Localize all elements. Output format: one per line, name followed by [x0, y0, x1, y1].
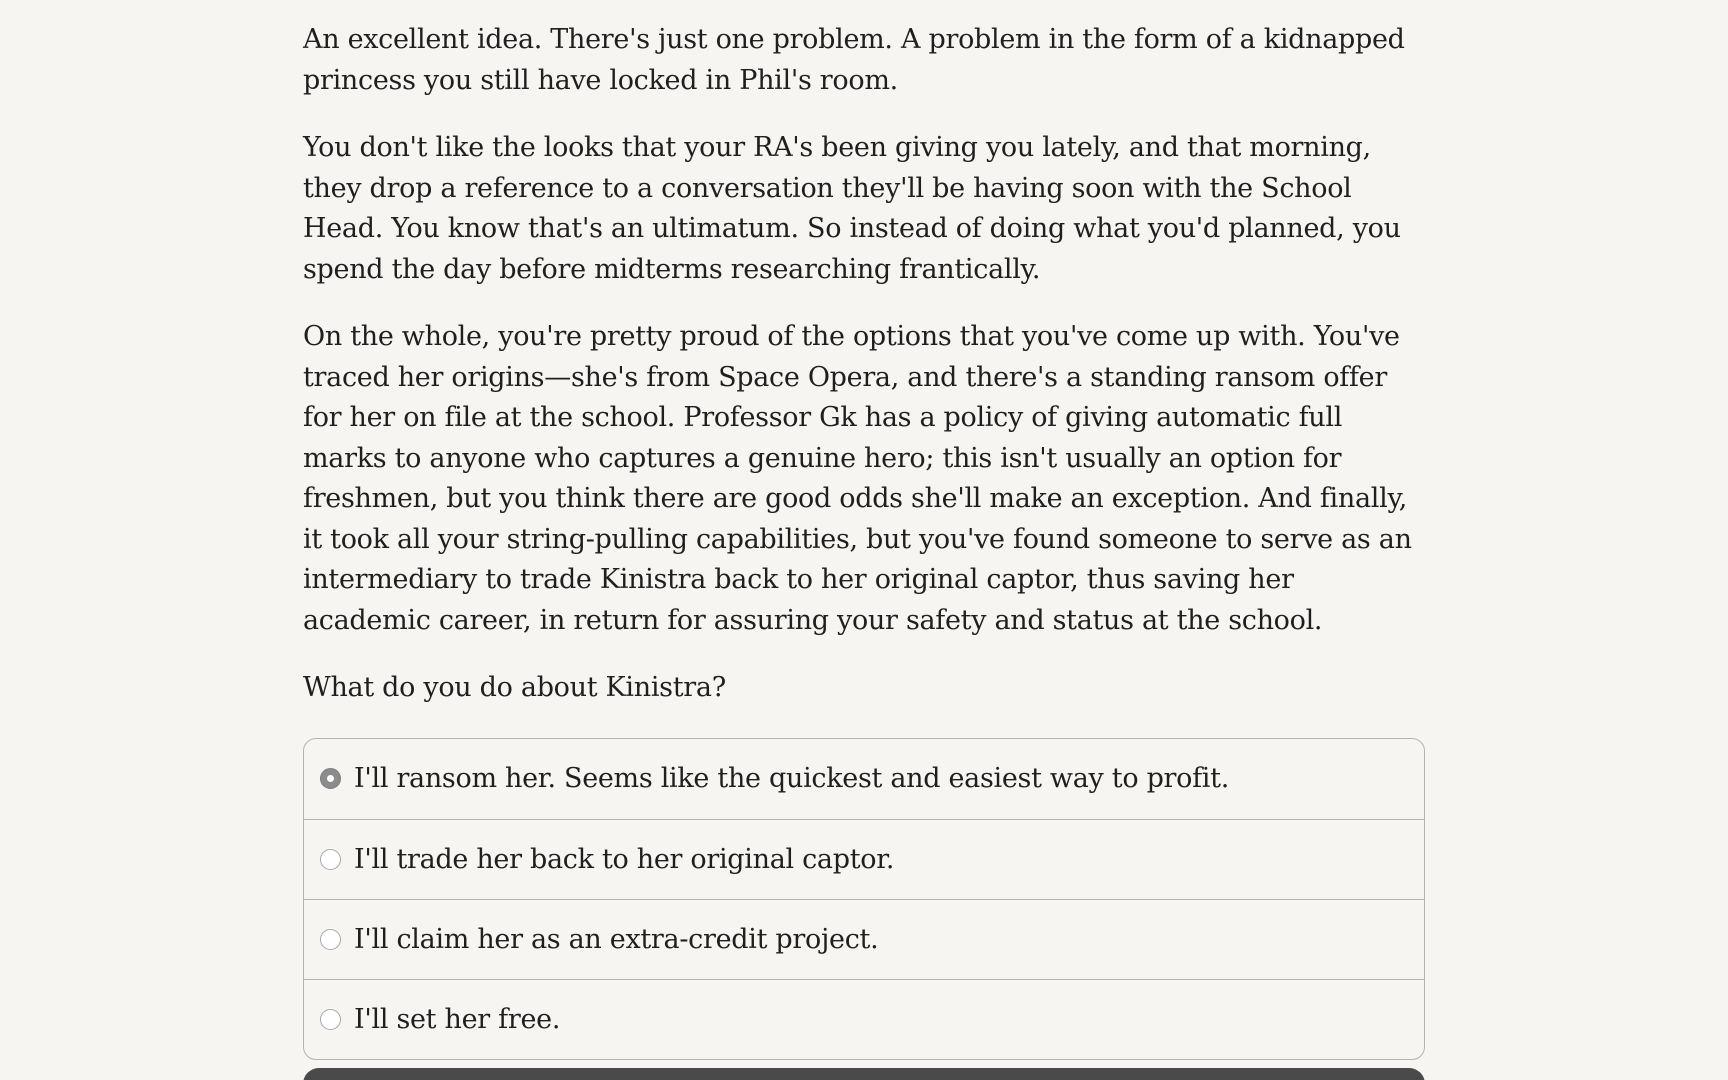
choice-option-ransom[interactable]: [304, 739, 1424, 819]
choice-prompt: What do you do about Kinistra?: [303, 672, 726, 703]
choice-label: I'll set her free.: [354, 1003, 561, 1035]
choice-label: I'll claim her as an extra-credit project.: [354, 923, 879, 955]
radio-dot-icon: [327, 775, 334, 782]
radio-button[interactable]: [320, 1009, 341, 1030]
story-container: [303, 20, 1425, 1060]
radio-button[interactable]: [320, 929, 341, 950]
story-paragraph: An excellent idea. There's just one problem. A problem in the form of a kidnapped princess you still have locked in Phil's room.: [303, 24, 1405, 96]
choice-label: I'll ransom her. Seems like the quickest and easiest way to profit.: [354, 763, 1229, 794]
story-paragraph: You don't like the looks that your RA's been giving you lately, and that morning, they drop a reference to a conversation they'll be having soon with the School Head. You know that's an ultimatum. So instead of doing what you'd planned, you spend the day before midterms researching frantically.: [303, 132, 1401, 285]
choice-label: I'll trade her back to her original captor.: [354, 843, 895, 875]
radio-button[interactable]: [320, 849, 341, 870]
choice-option-free[interactable]: [304, 979, 1424, 1059]
next-button[interactable]: [303, 1068, 1425, 1080]
radio-button-selected[interactable]: [320, 768, 341, 789]
choice-option-extra-credit[interactable]: [304, 899, 1424, 979]
choice-list: [303, 738, 1425, 1060]
choice-option-trade[interactable]: [304, 819, 1424, 899]
story-paragraph: On the whole, you're pretty proud of the options that you've come up with. You've traced her origins—she's from Space Opera, and there's a standing ransom offer for her on file at the school. Professor Gk has a policy of giving automatic full marks to anyone who captures a genuine hero; this isn't usually an option for freshmen, but you think there are good odds she'll make an exception. And finally, it took all your string-pulling capabilities, but you've found someone to serve as an intermediary to trade Kinistra back to her original captor, thus saving her academic career, in return for assuring your safety and status at the school.: [303, 321, 1412, 636]
